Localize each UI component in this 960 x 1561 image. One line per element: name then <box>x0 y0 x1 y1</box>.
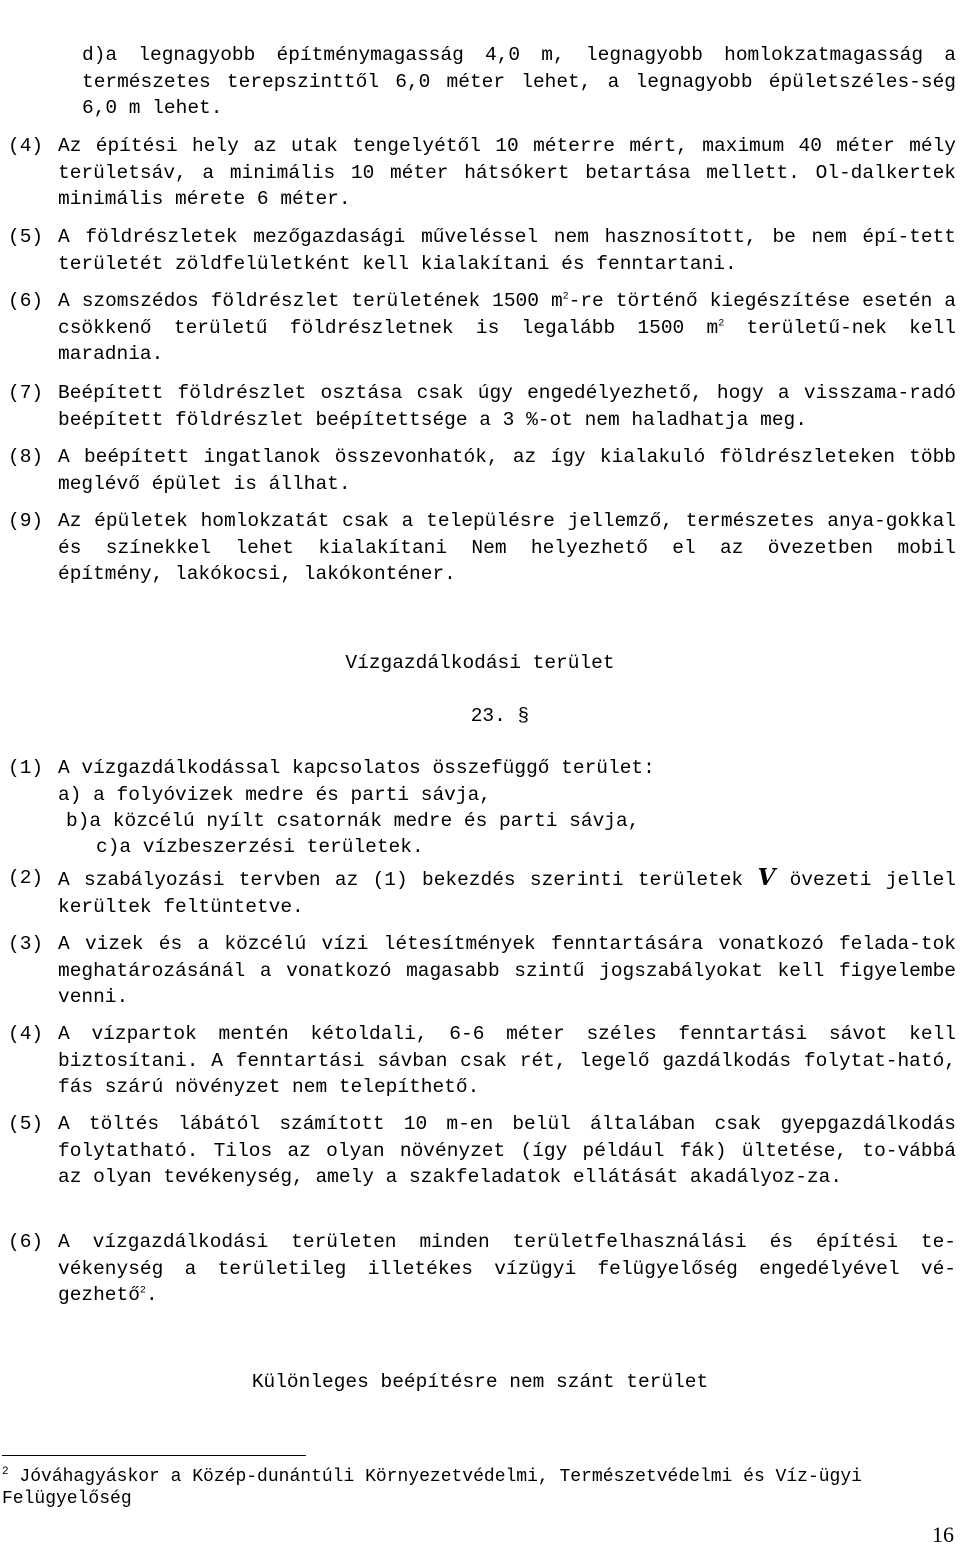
footnote-separator <box>2 1455 306 1456</box>
footnote-mark: 2 <box>2 1466 9 1478</box>
paragraph-23-3 <box>8 931 956 1011</box>
section-heading-special-area: Különleges beépítésre nem szánt terület <box>251 1371 709 1393</box>
paragraph-22-7 <box>8 380 956 433</box>
paragraph-number: (6) <box>8 290 44 312</box>
text-run: övezeti jellel kerültek feltüntetve. <box>58 869 957 918</box>
paragraph-number: (4) <box>8 1023 44 1045</box>
paragraph-text: A töltés lábától számított 10 m-en belül általában csak gyepgazdálkodás folytatható. Tilos az olyan növényzet (így például fák) ültetése, to-vábbá az olyan tevékenység, amely a szakfeladatok ellátását akadályoz-za. <box>58 1113 956 1188</box>
paragraph-number: (3) <box>8 933 44 955</box>
paragraph-text <box>58 1229 956 1309</box>
paragraph-22-6 <box>8 288 956 368</box>
paragraph-text: Az épületek homlokzatát csak a településre jellemző, természetes anya-gokkal és színekkel lehet kialakítani Nem helyezhető el az övezetben mobil építmény, lakókocsi, lakókonténer. <box>58 510 956 585</box>
paragraph-number: (5) <box>8 226 44 248</box>
list-item-c: c)a vízbeszerzési területek. <box>96 836 424 858</box>
footnote-text: Jóváhagyáskor a Közép-dunántúli Környezetvédelmi, Természetvédelmi és Víz-ügyi Felügyelőség <box>2 1467 862 1509</box>
text-run: A vízgazdálkodási területen minden területfelhasználási és építési te-vékenység a területileg illetékes vízügyi felügyelőség engedélyével vé-gezhető <box>58 1231 956 1306</box>
paragraph-number: (6) <box>8 1231 44 1253</box>
paragraph-number: (4) <box>8 135 44 157</box>
paragraph-22-5 <box>8 224 956 277</box>
superscript: 2 <box>562 291 569 303</box>
paragraph-22-8 <box>8 444 956 497</box>
page-number: 16 <box>932 1522 954 1547</box>
paragraph-text: A vízpartok mentén kétoldali, 6-6 méter széles fenntartási sávot kell biztosítani. A fenntartási sávban csak rét, legelő gazdálkodás folytat-ható, fás szárú növényzet nem telepíthető. <box>58 1023 956 1098</box>
paragraph-text <box>58 288 956 368</box>
footnote <box>2 1466 954 1510</box>
paragraph-23-1 <box>8 755 956 782</box>
text-run: területű-nek kell maradnia. <box>58 316 956 365</box>
text-run: A szomszédos földrészlet területének 1500 m <box>58 290 563 312</box>
section-number: 23. § <box>470 705 530 727</box>
paragraph-22-4 <box>8 133 956 213</box>
paragraph-text: A beépített ingatlanok összevonhatók, az így kialakuló földrészleteken több meglévő épület is állhat. <box>58 446 956 495</box>
list-item-b: b)a közcélú nyílt csatornák medre és parti sávja, <box>66 810 640 832</box>
list-item-d: d)a legnagyobb építménymagasság 4,0 m, legnagyobb homlokzatmagasság a természetes terepszinttől 6,0 méter lehet, a legnagyobb épületszéles-ség 6,0 m lehet. <box>82 44 956 119</box>
paragraph-number: (1) <box>8 757 44 779</box>
footnote-reference: 2 <box>139 1285 146 1297</box>
paragraph-23-6 <box>8 1229 956 1309</box>
text-run: . <box>145 1284 158 1306</box>
paragraph-text: Beépített földrészlet osztása csak úgy engedélyezhető, hogy a visszama-radó beépített földrészlet beépítettsége a 3 %-ot nem haladhatja meg. <box>58 382 956 431</box>
text-run: A szabályozási tervben az (1) bekezdés szerinti területek <box>58 869 758 891</box>
paragraph-text: A vízgazdálkodással kapcsolatos összefüggő terület: <box>58 757 655 779</box>
paragraph-number: (8) <box>8 446 44 468</box>
paragraph-22-9 <box>8 508 956 588</box>
paragraph-number: (7) <box>8 382 44 404</box>
paragraph-23-2 <box>8 865 956 920</box>
list-item-a: a) a folyóvizek medre és parti sávja, <box>58 784 491 806</box>
zone-code-v: V <box>757 864 776 891</box>
paragraph-number: (2) <box>8 867 44 889</box>
paragraph-number: (9) <box>8 510 44 532</box>
section-heading-water-management: Vízgazdálkodási terület <box>345 652 615 674</box>
paragraph-text: A földrészletek mezőgazdasági műveléssel nem hasznosított, be nem épí-tett területét zöldfelületként kell kialakítani és fenntartani. <box>58 226 956 275</box>
paragraph-23-5 <box>8 1111 956 1191</box>
paragraph-number: (5) <box>8 1113 44 1135</box>
paragraph-text: A vizek és a közcélú vízi létesítmények fenntartására vonatkozó felada-tok meghatározásánál a vonatkozó magasabb szintű jogszabályokat kell figyelembe venni. <box>58 933 956 1008</box>
superscript: 2 <box>718 318 725 329</box>
paragraph-text <box>58 865 956 920</box>
paragraph-23-4 <box>8 1021 956 1101</box>
text-run: -re történő kiegészítése esetén a csökkenő területű földrészletnek is legalább 1500 m <box>58 290 956 339</box>
paragraph-text: Az építési hely az utak tengelyétől 10 méterre mért, maximum 40 méter mély területsáv, a minimális 10 méter hátsókert betartása mellett. Ol-dalkertek minimális mérete 6 méter. <box>58 135 956 210</box>
